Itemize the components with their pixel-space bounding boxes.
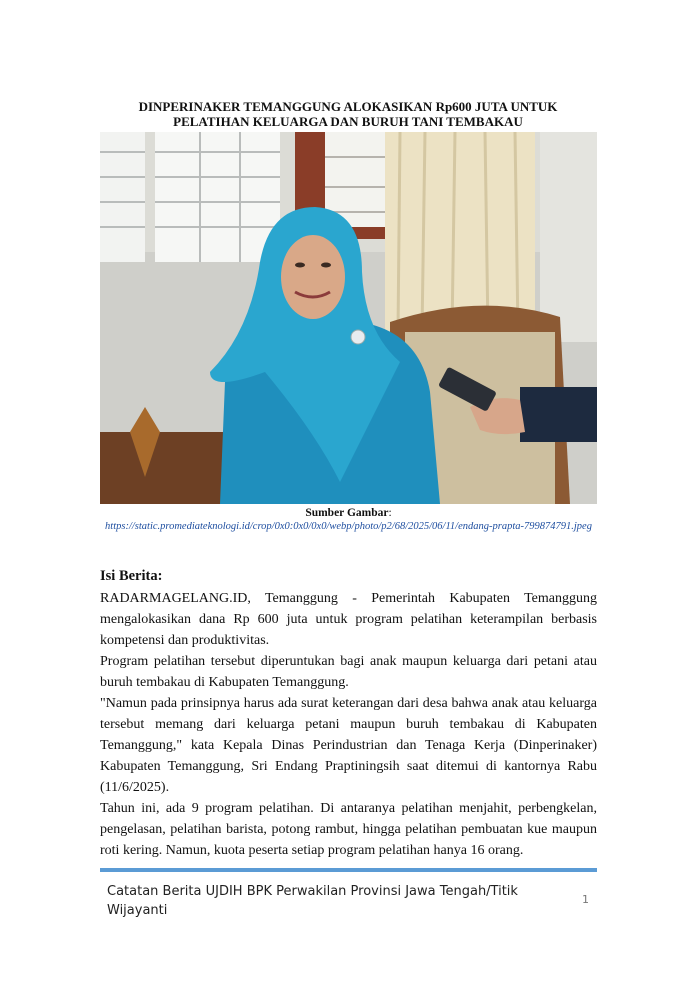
- caption-url-link[interactable]: https://static.promediateknologi.id/crop/0x0:0x0/0x0/webp/photo/p2/68/2025/06/11/endang-prapta-799874791.jpeg: [105, 521, 592, 532]
- paragraph: Program pelatihan tersebut diperuntukan bagi anak maupun keluarga dari petani atau buruh tembakau di Kabupaten Temanggung.: [100, 654, 597, 690]
- section-heading: Isi Berita:: [100, 568, 163, 584]
- caption-label: Sumber Gambar: [305, 507, 389, 519]
- article-body: [100, 588, 597, 861]
- article-photo: [100, 132, 597, 504]
- paragraph: RADARMAGELANG.ID, Temanggung - Pemerintah Kabupaten Temanggung mengalokasikan dana Rp 600 juta untuk program pelatihan keterampilan berbasis kompetensi dan produktivitas.: [100, 591, 597, 648]
- footer-divider: [100, 868, 597, 872]
- footer-text: Catatan Berita UJDIH BPK Perwakilan Provinsi Jawa Tengah/Titik Wijayanti: [107, 884, 518, 918]
- paragraph: Tahun ini, ada 9 program pelatihan. Di antaranya pelatihan menjahit, perbengkelan, pengelasan, pelatihan barista, potong rambut, hingga pelatihan pembuatan kue maupun roti kering. Namun, kuota peserta setiap program pelatihan hanya 16 orang.: [100, 801, 597, 858]
- paragraph: "Namun pada prinsipnya harus ada surat keterangan dari desa bahwa anak atau keluarga tersebut memang dari keluarga petani maupun buruh tembakau di Kabupaten Temanggung," kata Kepala Dinas Perindustrian dan Tenaga Kerja (Dinperinaker) Kabupaten Temanggung, Sri Endang Praptiningsih saat ditemui di kantornya Rabu (11/6/2025).: [100, 696, 597, 795]
- image-caption: [100, 506, 597, 534]
- caption-colon: :: [388, 507, 392, 519]
- article-title: DINPERINAKER TEMANGGUNG ALOKASIKAN Rp600 JUTA UNTUK PELATIHAN KELUARGA DAN BURUH TANI TEMBAKAU: [138, 99, 558, 129]
- page-number: 1: [582, 893, 589, 906]
